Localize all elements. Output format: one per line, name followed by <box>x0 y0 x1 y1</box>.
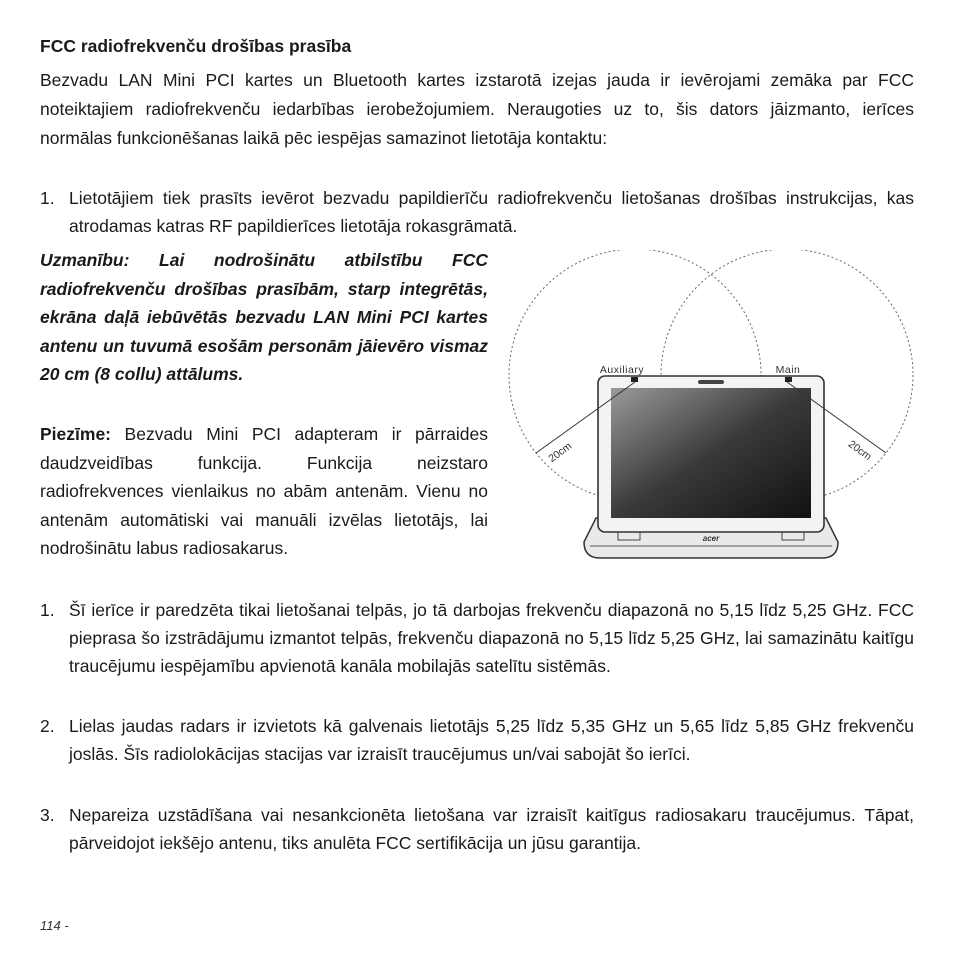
list-text: Lietotājiem tiek prasīts ievērot bezvadu papildierīču radiofrekvenču lietošanas drošības instrukcijas, kas atrodamas katras RF papildierīces lietotāja rokasgrāmatā. <box>69 188 914 236</box>
note-paragraph <box>40 420 488 563</box>
list-text: Lielas jaudas radars ir izvietots kā galvenais lietotājs 5,25 līdz 5,35 GHz un 5,65 līdz 5,85 GHz frekvenču joslās. Šīs radiolokācijas stacijas var izraisīt traucējumus un/vai sabojāt šo ierīci. <box>69 716 914 764</box>
list-text: Nepareiza uzstādīšana vai nesankcionēta lietošana var izraisīt kaitīgus radiosakaru traucējumus. Tāpat, pārveidojot iekšējo antenu, tiks anulēta FCC sertifikācija un jūsu garantija. <box>69 805 914 853</box>
caution-text: Uzmanību: Lai nodrošinātu atbilstību FCC radiofrekvenču drošības prasībām, starp integrētās, ekrāna daļā iebūvētās bezvadu LAN Mini PCI kartes antenu un tuvumā esošām personām jāievēro vismaz 20 cm (8 collu) attālums. <box>40 250 488 384</box>
main-label: Main <box>775 364 801 376</box>
list-number: 1. <box>40 188 55 208</box>
distance-label-left: 20cm <box>546 440 575 465</box>
laptop-screen <box>611 388 811 518</box>
page-number: 114 - <box>40 918 69 933</box>
auxiliary-antenna <box>631 377 638 382</box>
distance-label-right: 20cm <box>845 438 874 463</box>
note-label: Piezīme: <box>40 424 111 444</box>
brand-logo: acer <box>702 534 720 543</box>
list-number: 1. <box>40 600 55 620</box>
auxiliary-label: Auxiliary <box>599 364 645 376</box>
list-text: Šī ierīce ir paredzēta tikai lietošanai telpās, jo tā darbojas frekvenču diapazonā no 5,15 līdz 5,25 GHz. FCC pieprasa šo izstrādājumu izmantot telpās, frekvenču diapazonā no 5,15 līdz 5,25 GHz, lai samazinātu kaitīgu traucējumu iespējamību apvienotā kanāla mobilajās satelītu sistēmās. <box>69 600 914 676</box>
intro-paragraph: Bezvadu LAN Mini PCI kartes un Bluetooth kartes izstarotā izejas jauda ir ievērojami zemāka par FCC noteiktajiem radiofrekvenču iedarbības ierobežojumiem. Neraugoties uz to, šis dators jāizmanto, ierīces normālas funkcionēšanas laikā pēc iespējas samazinot lietotāja kontaktu: <box>40 70 914 148</box>
note-text: Bezvadu Mini PCI adapteram ir pārraides daudzveidības funkcija. Funkcija neizstaro radiofrekvences vienlaikus no abām antenām. Vienu no antenām automātiski vai manuāli izvēlas lietotājs, lai nodrošinātu labus radiosakarus. <box>40 424 488 558</box>
webcam <box>698 380 724 384</box>
antenna-diagram <box>500 250 930 570</box>
main-antenna <box>785 377 792 382</box>
list-number: 2. <box>40 716 55 736</box>
list-number: 3. <box>40 805 55 825</box>
section-heading: FCC radiofrekvenču drošības prasība <box>40 36 352 56</box>
